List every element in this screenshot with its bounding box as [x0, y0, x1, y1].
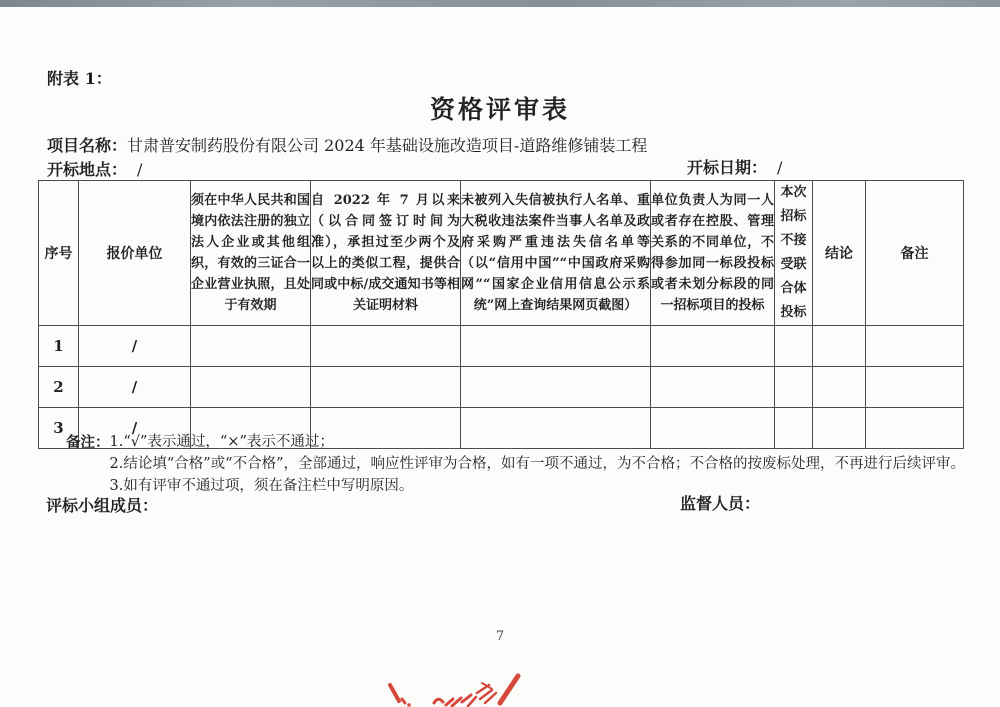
col-header-bidder: 报价单位: [79, 181, 191, 326]
row-bidder: /: [79, 326, 191, 367]
col-header-criteria-registration: 须在中华人民共和国境内依法注册的独立法人企业或其他组织，有效的三证合一企业营业执照，且处于有效期: [191, 181, 311, 326]
col-header-criteria-affiliation: 单位负责人为同一人或者存在控股、管理关系的不同单位，不得参加同一标段投标或者未划分标段的同一招标项目的投标: [651, 181, 775, 326]
row-criteria-consortium-cell: [775, 367, 813, 408]
row-criteria-registration-cell: [191, 367, 311, 408]
project-name-label: 项目名称：: [47, 136, 128, 155]
evaluation-team-label: 评标小组成员：: [46, 496, 159, 515]
row-seq: 1: [39, 326, 79, 367]
row-bidder: /: [79, 367, 191, 408]
note-item-2: 2.结论填“合格”或“不合格”，全部通过，响应性评审为合格，如有一项不通过，为不合格；不合格的按废标处理，不再进行后续评审。: [109, 456, 965, 472]
page-number: 7: [495, 629, 505, 644]
col-header-conclusion: 结论: [813, 181, 866, 326]
table-header-row: [39, 181, 964, 326]
note-item-3: 3.如有评审不通过项，须在备注栏中写明原因。: [109, 478, 414, 494]
row-remarks-cell: [866, 367, 964, 408]
appendix-label: 附表 1：: [47, 69, 112, 88]
row-criteria-credit-cell: [461, 367, 651, 408]
row-conclusion-cell: [813, 326, 866, 367]
notes-label: 备注：: [66, 434, 110, 451]
bid-location-label: 开标地点：: [47, 160, 128, 179]
row-remarks-cell: [866, 326, 964, 367]
row-criteria-consortium-cell: [775, 326, 813, 367]
row-criteria-registration-cell: [191, 326, 311, 367]
col-header-criteria-experience: 自 2022 年 7 月以来（以合同签订时间为准），承担过至少两个及以上的类似工程，提供合同或中标/成交通知书等相关证明材料: [311, 181, 461, 326]
table-row: [39, 367, 964, 408]
qualification-review-table: [38, 180, 964, 449]
col-header-seq: 序号: [39, 181, 79, 326]
col-header-remarks: 备注: [866, 181, 964, 326]
row-criteria-experience-cell: [311, 367, 461, 408]
bid-date-label: 开标日期：: [687, 158, 768, 177]
note-item-1: 1.“√”表示通过，“×”表示不通过；: [109, 434, 334, 450]
supervisor-label: 监督人员：: [680, 494, 761, 513]
row-seq: 3: [39, 408, 79, 449]
bid-location-line: [47, 157, 142, 180]
page-title: 资格评审表: [429, 95, 570, 124]
row-criteria-credit-cell: [461, 326, 651, 367]
scan-top-edge: [0, 0, 1000, 7]
row-criteria-affiliation-cell: [651, 326, 775, 367]
bid-date-value: /: [777, 158, 783, 177]
bid-date-line: [687, 155, 782, 178]
table-row: [39, 326, 964, 367]
row-seq: 2: [39, 367, 79, 408]
notes-block: [66, 431, 965, 497]
col-header-criteria-consortium: 本次招标不接受联合体投标: [775, 181, 813, 326]
row-conclusion-cell: [813, 367, 866, 408]
red-seal-stamp-icon: [382, 669, 530, 707]
project-name-value: 甘肃普安制药股份有限公司 2024 年基础设施改造项目-道路维修铺装工程: [127, 136, 648, 155]
col-header-criteria-credit: 未被列入失信被执行人名单、重大税收违法案件当事人名单及政府采购严重违法失信名单等（以“信用中国”“中国政府采购网”“国家企业信用信息公示系统”网上查询结果网页截图）: [461, 181, 651, 326]
bid-location-value: /: [137, 160, 143, 179]
red-seal-stamp-partial: [382, 669, 530, 707]
row-bidder: /: [79, 408, 191, 449]
project-name-line: [47, 133, 647, 156]
row-criteria-affiliation-cell: [651, 367, 775, 408]
row-criteria-experience-cell: [311, 326, 461, 367]
